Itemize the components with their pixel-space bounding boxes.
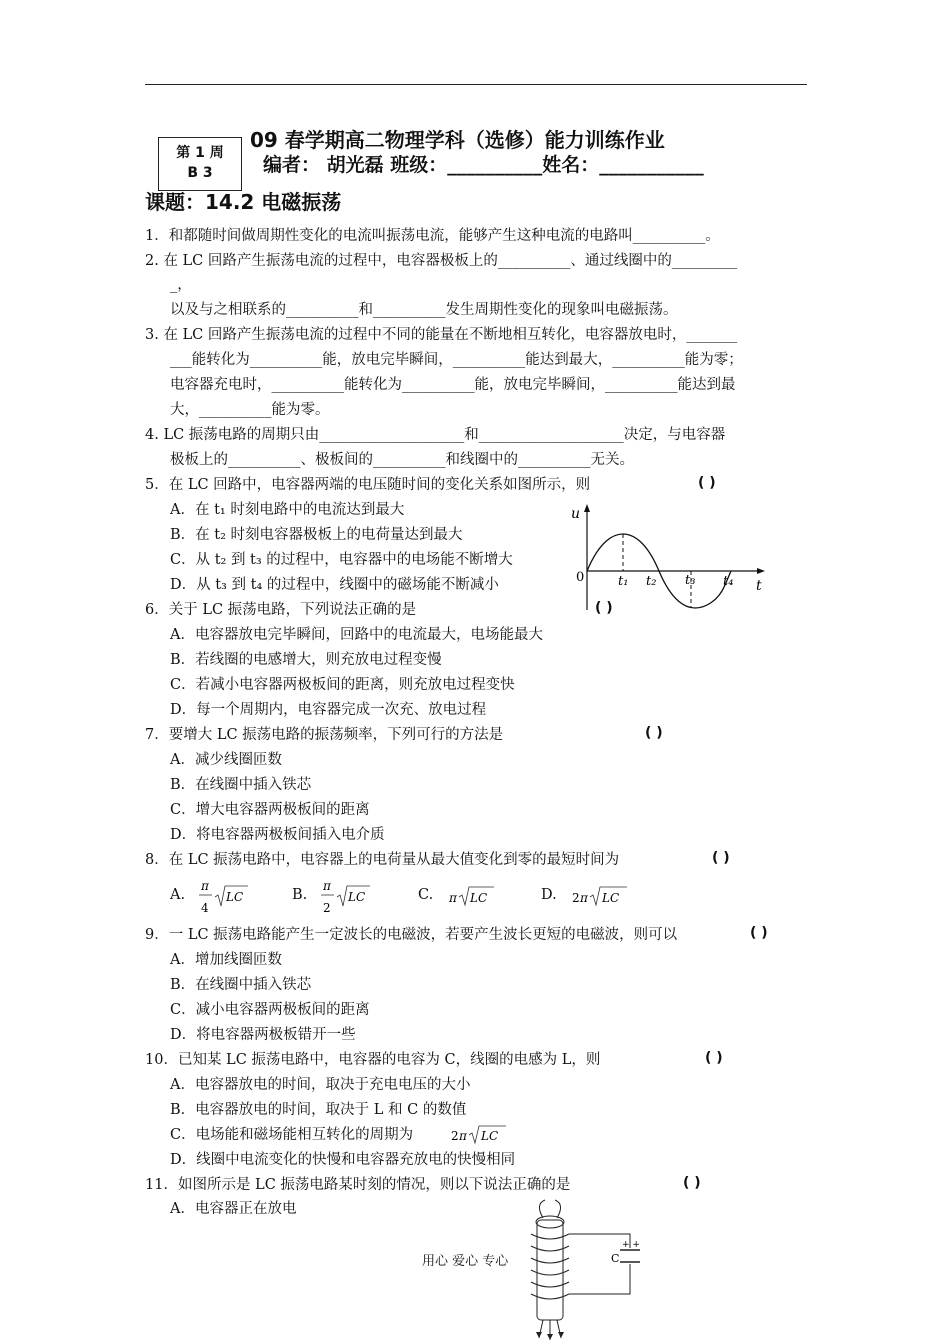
q6-option-c: C．若减小电容器两极板间的距离，则充放电过程变快 bbox=[170, 677, 515, 693]
q5-option-a: A．在 t₁ 时刻电路中的电流达到最大 bbox=[170, 502, 405, 518]
q11-answer-bracket: ( ) bbox=[683, 1175, 701, 1191]
q6-answer-bracket: ( ) bbox=[595, 600, 613, 616]
q8-formula-b bbox=[318, 876, 378, 918]
q3: 3. 在 LC 回路产生振荡电流的过程中不同的能量在不断地相互转化，电容器放电时，_______ bbox=[145, 327, 738, 343]
graph-origin-label: 0 bbox=[576, 570, 585, 585]
svg-text:π: π bbox=[323, 879, 331, 893]
q10-option-d: D．线圈中电流变化的快慢和电容器充放电的快慢相同 bbox=[170, 1152, 516, 1168]
q8-formula-a bbox=[196, 876, 256, 918]
svg-text:2: 2 bbox=[572, 891, 580, 905]
svg-text:4: 4 bbox=[201, 901, 209, 915]
q10-formula bbox=[448, 1122, 514, 1148]
q7-option-b: B．在线圈中插入铁芯 bbox=[170, 777, 312, 793]
q6-option-d: D．每一个周期内，电容器完成一次充、放电过程 bbox=[170, 702, 487, 718]
svg-text:π: π bbox=[580, 891, 588, 905]
q7-option-a: A．减少线圈匝数 bbox=[170, 752, 282, 768]
graph-t3-label: t₃ bbox=[685, 573, 696, 588]
q5-option-b: B．在 t₂ 时刻电容器极板上的电荷量达到最大 bbox=[170, 527, 463, 543]
svg-text:2: 2 bbox=[451, 1129, 459, 1143]
svg-text:π: π bbox=[459, 1129, 467, 1143]
q9: 9．一 LC 振荡电路能产生一定波长的电磁波，若要产生波长更短的电磁波，则可以 bbox=[145, 927, 678, 943]
q10-option-a: A．电容器放电的时间，取决于充电电压的大小 bbox=[170, 1077, 471, 1093]
page-title: 09 春学期高二物理学科（选修）能力训练作业 bbox=[250, 128, 665, 152]
q5-option-d: D．从 t₃ 到 t₄ 的过程中，线圈中的磁场能不断减小 bbox=[170, 577, 499, 593]
q7-option-c: C．增大电容器两极板间的距离 bbox=[170, 802, 370, 818]
voltage-time-graph bbox=[560, 500, 775, 620]
q8-answer-bracket: ( ) bbox=[712, 850, 730, 866]
q6-option-a: A．电容器放电完毕瞬间，回路中的电流最大，电场能最大 bbox=[170, 627, 543, 643]
q8-option-d: D. bbox=[541, 887, 557, 903]
q8-formula-c bbox=[446, 882, 502, 910]
svg-text:LC: LC bbox=[470, 891, 488, 905]
q9-option-d: D．将电容器两极板错开一些 bbox=[170, 1027, 356, 1043]
q8-option-c: C. bbox=[418, 887, 434, 903]
q4-cont: 极板上的__________、极板间的__________和线圈中的__________无关。 bbox=[170, 452, 634, 468]
q5: 5．在 LC 回路中，电容器两端的电压随时间的变化关系如图所示，则 bbox=[145, 477, 591, 493]
svg-text:LC: LC bbox=[348, 890, 366, 904]
q8-formula-d bbox=[569, 882, 635, 910]
q9-option-a: A．增加线圈匝数 bbox=[170, 952, 282, 968]
q2: 2. 在 LC 回路产生振荡电流的过程中，电容器极板上的__________、通过线圈中的_________ bbox=[145, 253, 738, 269]
q9-answer-bracket: ( ) bbox=[750, 925, 768, 941]
q3-cont2: 电容器充电时，__________能转化为__________能，放电完毕瞬间，__________能达到最 bbox=[170, 377, 736, 393]
graph-t1-label: t₁ bbox=[618, 574, 629, 589]
top-rule bbox=[145, 84, 807, 85]
lc-circuit-diagram bbox=[515, 1198, 655, 1344]
graph-t-label: t bbox=[756, 578, 762, 594]
q10-answer-bracket: ( ) bbox=[705, 1050, 723, 1066]
q2-cont2: 以及与之相联系的__________和__________发生周期性变化的现象叫电磁振荡。 bbox=[170, 302, 678, 318]
q6-option-b: B．若线圈的电感增大，则充放电过程变慢 bbox=[170, 652, 442, 668]
q2-cont: _， bbox=[170, 277, 192, 293]
q1: 1．和都随时间做周期性变化的电流叫振荡电流，能够产生这种电流的电路叫__________。 bbox=[145, 228, 720, 244]
code-label: B 3 bbox=[187, 165, 213, 181]
svg-text:+ +: + + bbox=[622, 1240, 640, 1250]
svg-text:LC: LC bbox=[481, 1129, 499, 1143]
q7-option-d: D．将电容器两极板间插入电介质 bbox=[170, 827, 385, 843]
q6: 6．关于 LC 振荡电路，下列说法正确的是 bbox=[145, 602, 417, 618]
q11-option-a: A．电容器正在放电 bbox=[170, 1201, 297, 1217]
q8-option-a: A. bbox=[170, 887, 186, 903]
svg-text:LC: LC bbox=[226, 890, 244, 904]
q10: 10．已知某 LC 振荡电路中，电容器的电容为 C，线圈的电感为 L，则 bbox=[145, 1052, 601, 1068]
editor-line: 编者： 胡光磊 班级：__________姓名：___________ bbox=[263, 154, 704, 176]
subject-title: 课题：14.2 电磁振荡 bbox=[145, 190, 342, 214]
page-footer: 用心 爱心 专心 bbox=[422, 1254, 509, 1269]
svg-text:2: 2 bbox=[323, 901, 331, 915]
week-box bbox=[158, 137, 242, 191]
week-label: 第 1 周 bbox=[176, 145, 224, 161]
graph-u-label: u bbox=[571, 506, 581, 522]
q11: 11．如图所示是 LC 振荡电路某时刻的情况，则以下说法正确的是 bbox=[145, 1177, 571, 1193]
q7: 7．要增大 LC 振荡电路的振荡频率，下列可行的方法是 bbox=[145, 727, 504, 743]
q5-option-c: C．从 t₂ 到 t₃ 的过程中，电容器中的电场能不断增大 bbox=[170, 552, 513, 568]
q9-option-b: B．在线圈中插入铁芯 bbox=[170, 977, 312, 993]
q4: 4. LC 振荡电路的周期只由____________________和____________________决定，与电容器 bbox=[145, 427, 726, 443]
q10-option-b: B．电容器放电的时间，取决于 L 和 C 的数值 bbox=[170, 1102, 467, 1118]
q3-cont3: 大，__________能为零。 bbox=[170, 402, 330, 418]
q3-cont1: ___能转化为__________能，放电完毕瞬间，__________能达到最大，__________能为零； bbox=[170, 352, 743, 368]
q10-option-c: C．电场能和磁场能相互转化的周期为 bbox=[170, 1127, 414, 1143]
q7-answer-bracket: ( ) bbox=[645, 725, 663, 741]
svg-text:π: π bbox=[449, 891, 457, 905]
svg-text:LC: LC bbox=[602, 891, 620, 905]
q9-option-c: C．减小电容器两极板间的距离 bbox=[170, 1002, 370, 1018]
svg-text:π: π bbox=[201, 879, 209, 893]
q5-answer-bracket: ( ) bbox=[698, 475, 716, 491]
graph-t2-label: t₂ bbox=[646, 574, 657, 589]
q8: 8．在 LC 振荡电路中，电容器上的电荷量从最大值变化到零的最短时间为 bbox=[145, 852, 620, 868]
graph-t4-label: t₄ bbox=[723, 574, 734, 589]
q8-option-b: B. bbox=[292, 887, 308, 903]
capacitor-label: C bbox=[611, 1252, 620, 1265]
